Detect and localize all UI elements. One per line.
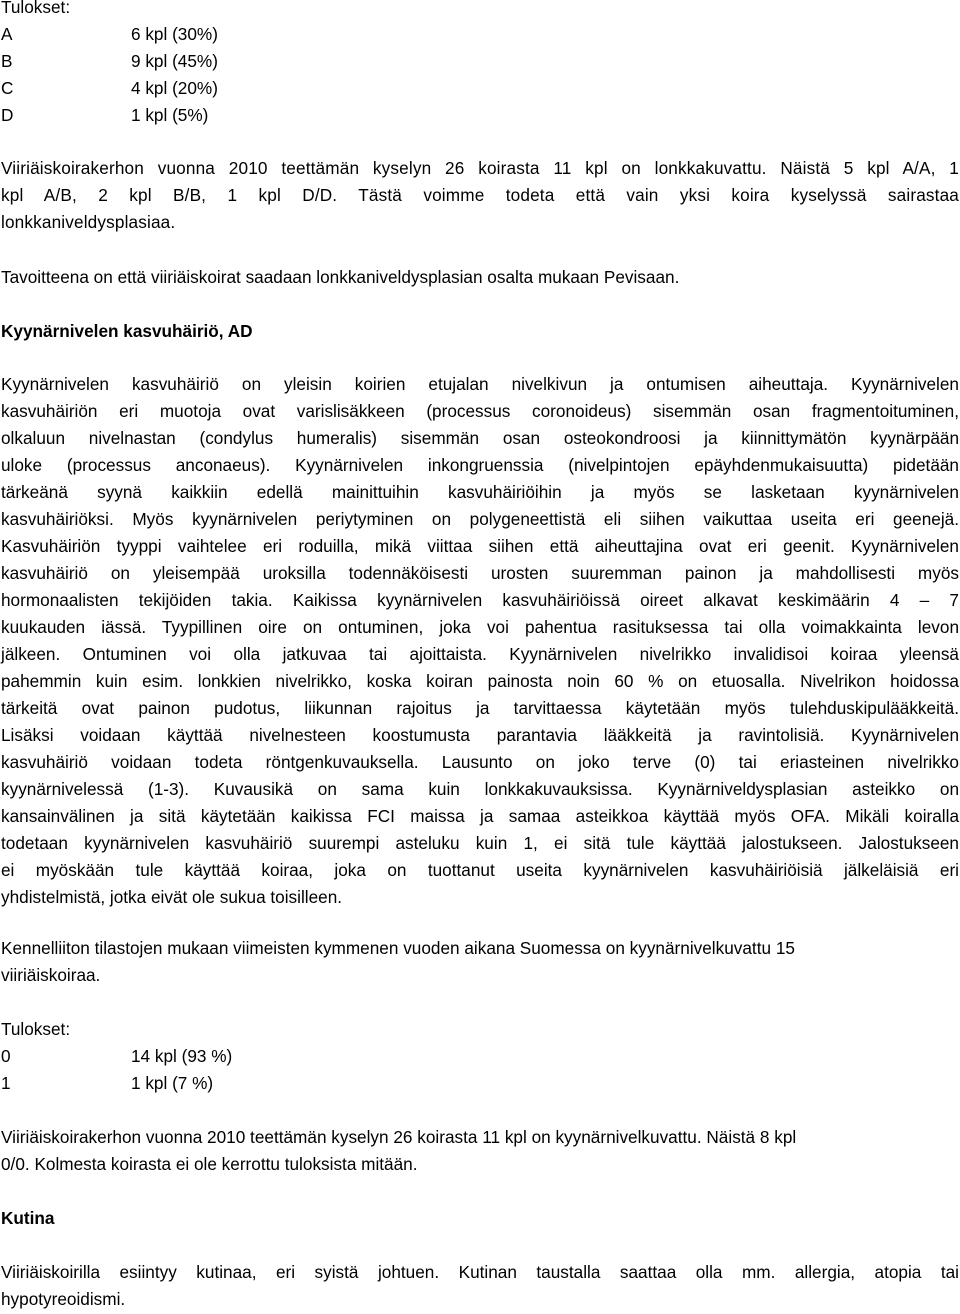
- paragraph-line: hypotyreoidismi.: [1, 1289, 126, 1309]
- paragraph-line: kasvuhäiriön eri muotoja ovat varislisäkkeen (processus coronoideus) sisemmän osan fragmentoituminen,: [1, 401, 959, 421]
- paragraph-line: tärkeitä ovat painon pudotus, liikunnan rajoitus ja tarvittaessa käytetään myös tulehduskipulääkkeitä.: [1, 698, 959, 718]
- table-row: [1, 102, 218, 129]
- table-row: [1, 1070, 232, 1097]
- result-grade: C: [1, 78, 14, 98]
- paragraph-line: Viiriäiskoirilla esiintyy kutinaa, eri syistä johtuen. Kutinan taustalla saattaa olla mm. allergia, atopia tai: [1, 1262, 959, 1282]
- result-value: 9 kpl (45%): [131, 51, 218, 71]
- hips-survey-paragraph: [1, 155, 959, 236]
- result-grade: 0: [1, 1046, 11, 1066]
- table-row: [1, 21, 218, 48]
- kennel-stats-line: viiriäiskoiraa.: [1, 965, 101, 985]
- result-grade: B: [1, 51, 13, 71]
- paragraph-line: tärkeänä syynä kaikkiin edellä mainittuihin kasvuhäiriöihin ja myös se lasketaan kyynärnivelen: [1, 482, 959, 502]
- table-row: [1, 48, 218, 75]
- paragraph-line: olkaluun nivelnastan (condylus humeralis) sisemmän osan osteokondroosi ja kiinnittymätön kyynärpään: [1, 428, 959, 448]
- paragraph-line: hormonaalisten tekijöiden takia. Kaikissa kyynärnivelen kasvuhäiriöissä oireet alkavat keskimäärin 4 – 7: [1, 590, 959, 610]
- result-value: 4 kpl (20%): [131, 78, 218, 98]
- paragraph-line: kasvuhäiriö on yleisempää uroksilla todennäköisesti urosten suuremman painon ja mahdollisesti myös: [1, 563, 959, 583]
- elbow-survey-line: 0/0. Kolmesta koirasta ei ole kerrottu tuloksista mitään.: [1, 1154, 418, 1174]
- result-grade: D: [1, 105, 14, 125]
- result-value: 1 kpl (7 %): [131, 1073, 214, 1093]
- table-row: [1, 75, 218, 102]
- paragraph-line: Lisäksi voidaan käyttää nivelnesteen koostumusta parantavia lääkkeitä ja ravintolisiä. Kyynärnivelen: [1, 725, 959, 745]
- paragraph-line: Kasvuhäiriön tyyppi vaihtelee eri roduilla, mikä viittaa siihen että aiheuttajina ovat eri geenit. Kyynärnivelen: [1, 536, 959, 556]
- elbow-results-table: [1, 1043, 232, 1097]
- paragraph-line: lonkkaniveldysplasiaa.: [1, 212, 176, 232]
- itch-heading: Kutina: [1, 1208, 55, 1228]
- paragraph-line: pahemmin kuin esim. lonkkien nivelrikko, koska koiran painosta noin 60 % on etuosalla. Nivelrikon hoidossa: [1, 671, 959, 691]
- paragraph-line: todetaan kyynärnivelen kasvuhäiriö suurempi asteluku kuin 1, ei sitä tule käyttää jalostukseen. Jalostukseen: [1, 833, 959, 853]
- paragraph-line: kasvuhäiriöksi. Myös kyynärnivelen periytyminen on polygeneettistä eli siihen vaikuttaa useita eri geenejä.: [1, 509, 959, 529]
- paragraph-line: kuukauden iässä. Tyypillinen oire on ontuminen, joka voi pahentua rasituksessa tai olla voimakkainta levon: [1, 617, 959, 637]
- paragraph-line: jälkeen. Ontuminen voi olla jatkuvaa tai ajoittaista. Kyynärnivelen nivelrikko invalidisoi koiraa yleensä: [1, 644, 959, 664]
- result-value: 14 kpl (93 %): [131, 1046, 233, 1066]
- itch-body-paragraph: [1, 1259, 959, 1313]
- table-row: [1, 1043, 232, 1070]
- paragraph-line: Viiriäiskoirakerhon vuonna 2010 teettämän kyselyn 26 koirasta 11 kpl on lonkkakuvattu. Näistä 5 kpl A/A, 1: [1, 158, 959, 178]
- paragraph-line: kyynärnivelessä (1-3). Kuvausikä on sama kuin lonkkakuvauksissa. Kyynärniveldysplasian asteikko on: [1, 779, 959, 799]
- paragraph-line: kasvuhäiriö voidaan todeta röntgenkuvauksella. Lausunto on joko terve (0) tai eriasteinen nivelrikko: [1, 752, 959, 772]
- hips-goal: Tavoitteena on että viiriäiskoirat saadaan lonkkaniveldysplasian osalta mukaan Pevisaan.: [1, 267, 680, 287]
- paragraph-line: Kyynärnivelen kasvuhäiriö on yleisin koirien etujalan nivelkivun ja ontumisen aiheuttaja. Kyynärnivelen: [1, 374, 959, 394]
- paragraph-line: yhdistelmistä, jotka eivät ole sukua toisilleen.: [1, 887, 343, 907]
- result-grade: A: [1, 24, 13, 44]
- hips-results-label: Tulokset:: [1, 0, 71, 17]
- elbow-body-paragraph: [1, 371, 959, 911]
- hips-results-table: [1, 21, 218, 129]
- paragraph-line: kansainvälinen ja sitä käytetään kaikissa FCI maissa ja samaa asteikkoa käyttää myös OFA. Mikäli koiralla: [1, 806, 959, 826]
- kennel-stats-line: Kennelliiton tilastojen mukaan viimeisten kymmenen vuoden aikana Suomessa on kyynärnivelkuvattu 15: [1, 938, 795, 958]
- result-grade: 1: [1, 1073, 11, 1093]
- elbow-survey-line: Viiriäiskoirakerhon vuonna 2010 teettämän kyselyn 26 koirasta 11 kpl on kyynärnivelkuvattu. Näistä 8 kpl: [1, 1127, 797, 1147]
- paragraph-line: ei myöskään tule käyttää koiraa, joka on tuottanut useita kyynärnivelen kasvuhäiriöisiä jälkeläisiä eri: [1, 860, 959, 880]
- paragraph-line: uloke (processus anconaeus). Kyynärnivelen inkongruenssia (nivelpintojen epäyhdenmukaisuutta) pidetään: [1, 455, 959, 475]
- paragraph-line: kpl A/B, 2 kpl B/B, 1 kpl D/D. Tästä voimme todeta että vain yksi koira kyselyssä sairastaa: [1, 185, 959, 205]
- elbow-results-label: Tulokset:: [1, 1019, 71, 1039]
- result-value: 1 kpl (5%): [131, 105, 209, 125]
- result-value: 6 kpl (30%): [131, 24, 218, 44]
- elbow-heading: Kyynärnivelen kasvuhäiriö, AD: [1, 321, 253, 341]
